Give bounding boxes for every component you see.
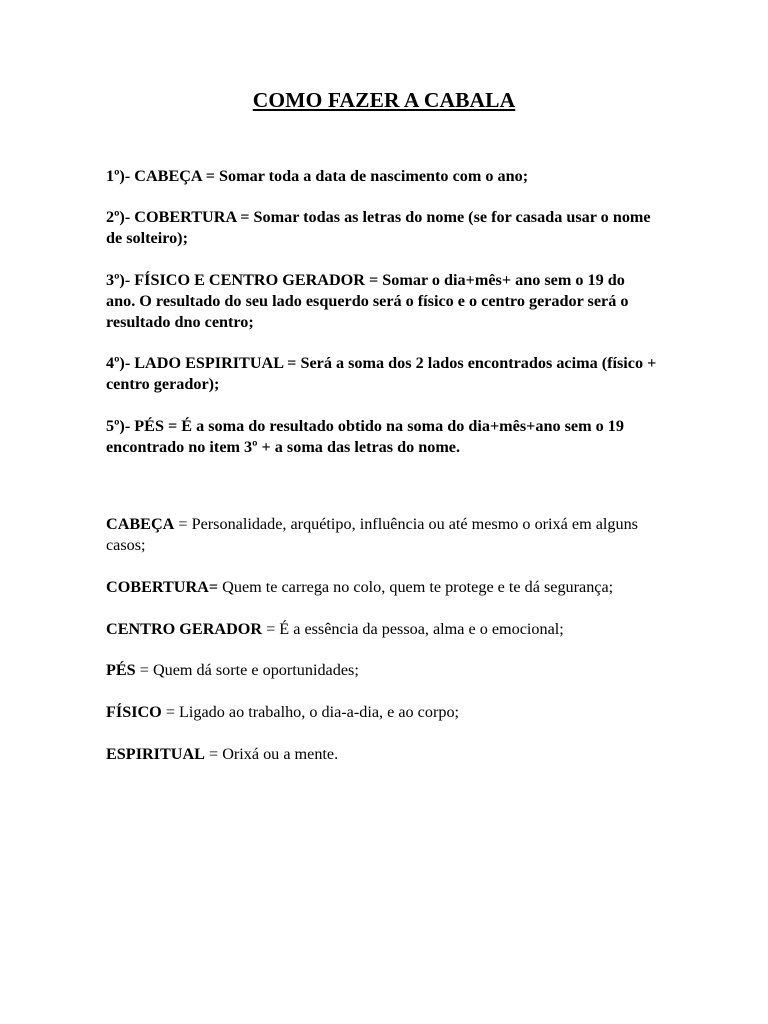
definition-item bbox=[106, 744, 658, 765]
step-item: 4º)- LADO ESPIRITUAL = Será a soma dos 2 lados encontrados acima (físico + centro gerador); bbox=[106, 354, 657, 394]
definition-separator: = bbox=[204, 744, 223, 763]
definition-term: FÍSICO bbox=[106, 703, 162, 722]
definition-description: Quem te carrega no colo, quem te protege e te dá segurança; bbox=[222, 577, 614, 596]
steps-section bbox=[106, 166, 658, 478]
definition-description: É a essência da pessoa, alma e o emocional; bbox=[279, 619, 564, 638]
definition-separator: = bbox=[161, 703, 180, 722]
page-title bbox=[0, 88, 768, 113]
definition-item bbox=[106, 660, 658, 681]
step-item: 1º)- CABEÇA = Somar toda a data de nascimento com o ano; bbox=[106, 167, 529, 185]
definition-separator: = bbox=[174, 515, 192, 533]
definition-item bbox=[106, 702, 658, 723]
definition-item bbox=[106, 619, 658, 640]
definition-term: ESPIRITUAL bbox=[106, 744, 205, 763]
definition-separator: = bbox=[135, 661, 153, 680]
definition-term: CENTRO GERADOR bbox=[106, 619, 263, 638]
definition-term: PÉS bbox=[106, 661, 136, 680]
definition-term: CABEÇA bbox=[106, 515, 175, 533]
definition-item bbox=[106, 577, 658, 598]
definition-separator: = bbox=[262, 619, 280, 638]
step-item: 2º)- COBERTURA = Somar todas as letras do nome (se for casada usar o nome de solteiro); bbox=[106, 208, 651, 248]
definition-description: Orixá ou a mente. bbox=[222, 744, 339, 763]
definition-description: Ligado ao trabalho, o dia-a-dia, e ao corpo; bbox=[179, 703, 460, 722]
definition-description: Personalidade, arquétipo, influência ou até mesmo o orixá em alguns casos; bbox=[106, 515, 638, 555]
definition-item bbox=[106, 514, 658, 556]
definition-separator: = bbox=[208, 577, 223, 596]
definition-term: COBERTURA bbox=[106, 577, 209, 596]
definitions-section bbox=[106, 514, 658, 785]
step-item: 5º)- PÉS = É a soma do resultado obtido na soma do dia+mês+ano sem o 19 encontrado no item 3º + a soma das letras do nome. bbox=[106, 416, 624, 456]
step-item: 3º)- FÍSICO E CENTRO GERADOR = Somar o dia+mês+ ano sem o 19 do ano. O resultado do seu lado esquerdo será o físico e o centro gerador será o resultado dno centro; bbox=[106, 270, 629, 332]
definition-description: Quem dá sorte e oportunidades; bbox=[152, 661, 359, 680]
page-title-text: COMO FAZER A CABALA bbox=[252, 88, 516, 112]
